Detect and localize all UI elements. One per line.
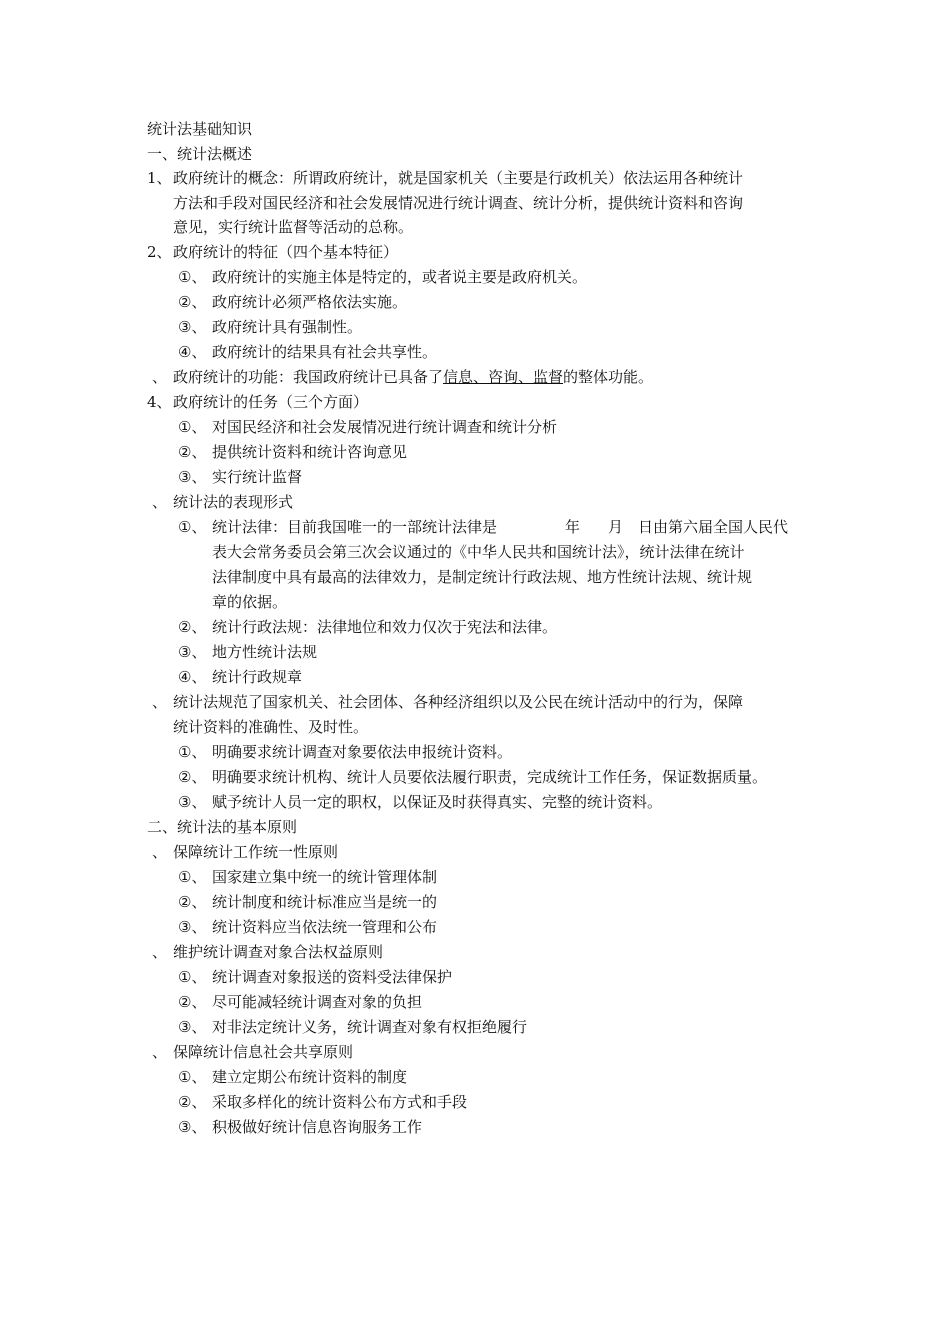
sub-item-number: ①、: [178, 518, 207, 536]
item-text: 保障统计信息社会共享原则: [173, 1043, 354, 1061]
document-title: 统计法基础知识: [147, 120, 253, 138]
item-number: 4、: [147, 393, 172, 411]
sub-item-number: ①、: [178, 743, 207, 761]
item-text-pre: 政府统计的功能：我国政府统计已具备了: [173, 368, 444, 386]
sub-item-text: 统计法律：目前我国唯一的一部统计法律是: [212, 518, 498, 536]
sub-item-text: 积极做好统计信息咨询服务工作: [212, 1118, 423, 1136]
sub-item-number: ④、: [178, 343, 207, 361]
sub-item-number: ②、: [178, 993, 207, 1011]
sub-item-text: 表大会常务委员会第三次会议通过的《中华人民共和国统计法》，统计法律在统计: [212, 543, 745, 561]
item-text: 统计资料的准确性、及时性。: [173, 718, 369, 736]
sub-item-number: ②、: [178, 618, 207, 636]
underlined-functions: 信息、咨询、监督: [443, 368, 564, 386]
sub-item-text: 法律制度中具有最高的法律效力，是制定统计行政法规、地方性统计法规、统计规: [212, 568, 753, 586]
sub-item-text: 统计行政法规：法律地位和效力仅次于宪法和法律。: [212, 618, 558, 636]
month-label: 月: [608, 518, 624, 536]
section-2-heading: 二、统计法的基本原则: [147, 818, 298, 836]
sub-item-text: 政府统计必须严格依法实施。: [212, 293, 408, 311]
sub-item-text: 实行统计监督: [212, 468, 303, 486]
item-number: 、: [152, 493, 168, 511]
year-label: 年: [565, 518, 581, 536]
sub-item-text: 统计行政规章: [212, 668, 303, 686]
sub-item-number: ③、: [178, 468, 207, 486]
sub-item-text: 明确要求统计机构、统计人员要依法履行职责，完成统计工作任务，保证数据质量。: [212, 768, 768, 786]
item-number: 、: [152, 1043, 168, 1061]
sub-item-number: ①、: [178, 268, 207, 286]
section-1-heading: 一、统计法概述: [147, 145, 253, 163]
sub-item-text: 建立定期公布统计资料的制度: [212, 1068, 408, 1086]
sub-item-text: 统计制度和统计标准应当是统一的: [212, 893, 438, 911]
item-text: 保障统计工作统一性原则: [173, 843, 339, 861]
sub-item-text: 日由第六届全国人民代: [638, 518, 789, 536]
item-number: 、: [152, 843, 168, 861]
sub-item-number: ③、: [178, 918, 207, 936]
sub-item-number: ③、: [178, 1118, 207, 1136]
sub-item-number: ②、: [178, 443, 207, 461]
item-number: 、: [152, 943, 168, 961]
item-text: 政府统计的概念：所谓政府统计，就是国家机关（主要是行政机关）依法运用各种统计: [173, 169, 744, 187]
sub-item-number: ①、: [178, 968, 207, 986]
sub-item-number: ③、: [178, 1018, 207, 1036]
item-text: 政府统计的任务（三个方面）: [173, 393, 369, 411]
item-text: 方法和手段对国民经济和社会发展情况进行统计调查、统计分析，提供统计资料和咨询: [173, 194, 744, 212]
sub-item-number: ④、: [178, 668, 207, 686]
sub-item-text: 政府统计的实施主体是特定的，或者说主要是政府机关。: [212, 268, 588, 286]
sub-item-text: 统计资料应当依法统一管理和公布: [212, 918, 438, 936]
item-text: [173, 365, 653, 389]
sub-item-text: 尽可能减轻统计调查对象的负担: [212, 993, 423, 1011]
sub-item-text: 国家建立集中统一的统计管理体制: [212, 868, 438, 886]
item-number: 、: [152, 368, 168, 386]
item-text: 维护统计调查对象合法权益原则: [173, 943, 384, 961]
sub-item-text: 对非法定统计义务，统计调查对象有权拒绝履行: [212, 1018, 528, 1036]
sub-item-number: ①、: [178, 1068, 207, 1086]
sub-item-text: 对国民经济和社会发展情况进行统计调查和统计分析: [212, 418, 558, 436]
sub-item-number: ②、: [178, 1093, 207, 1111]
sub-item-text: 赋予统计人员一定的职权，以保证及时获得真实、完整的统计资料。: [212, 793, 663, 811]
sub-item-number: ①、: [178, 418, 207, 436]
sub-item-number: ③、: [178, 318, 207, 336]
item-number: 、: [152, 693, 168, 711]
sub-item-text: 统计调查对象报送的资料受法律保护: [212, 968, 453, 986]
sub-item-text: 明确要求统计调查对象要依法申报统计资料。: [212, 743, 513, 761]
sub-item-text: 章的依据。: [212, 593, 288, 611]
item-text: 统计法规范了国家机关、社会团体、各种经济组织以及公民在统计活动中的行为，保障: [173, 693, 744, 711]
sub-item-text: 政府统计的结果具有社会共享性。: [212, 343, 438, 361]
sub-item-number: ②、: [178, 893, 207, 911]
item-text: 意见，实行统计监督等活动的总称。: [173, 218, 414, 236]
sub-item-number: ③、: [178, 643, 207, 661]
item-text: 政府统计的特征（四个基本特征）: [173, 243, 399, 261]
item-number: 1、: [147, 169, 172, 187]
sub-item-text: 提供统计资料和统计咨询意见: [212, 443, 408, 461]
sub-item-number: ②、: [178, 768, 207, 786]
sub-item-text: 政府统计具有强制性。: [212, 318, 363, 336]
item-text: 统计法的表现形式: [173, 493, 294, 511]
item-number: 2、: [147, 243, 172, 261]
sub-item-number: ②、: [178, 293, 207, 311]
sub-item-text: 地方性统计法规: [212, 643, 318, 661]
sub-item-number: ①、: [178, 868, 207, 886]
sub-item-number: ③、: [178, 793, 207, 811]
item-text-post: 的整体功能。: [563, 368, 654, 386]
sub-item-text: 采取多样化的统计资料公布方式和手段: [212, 1093, 468, 1111]
